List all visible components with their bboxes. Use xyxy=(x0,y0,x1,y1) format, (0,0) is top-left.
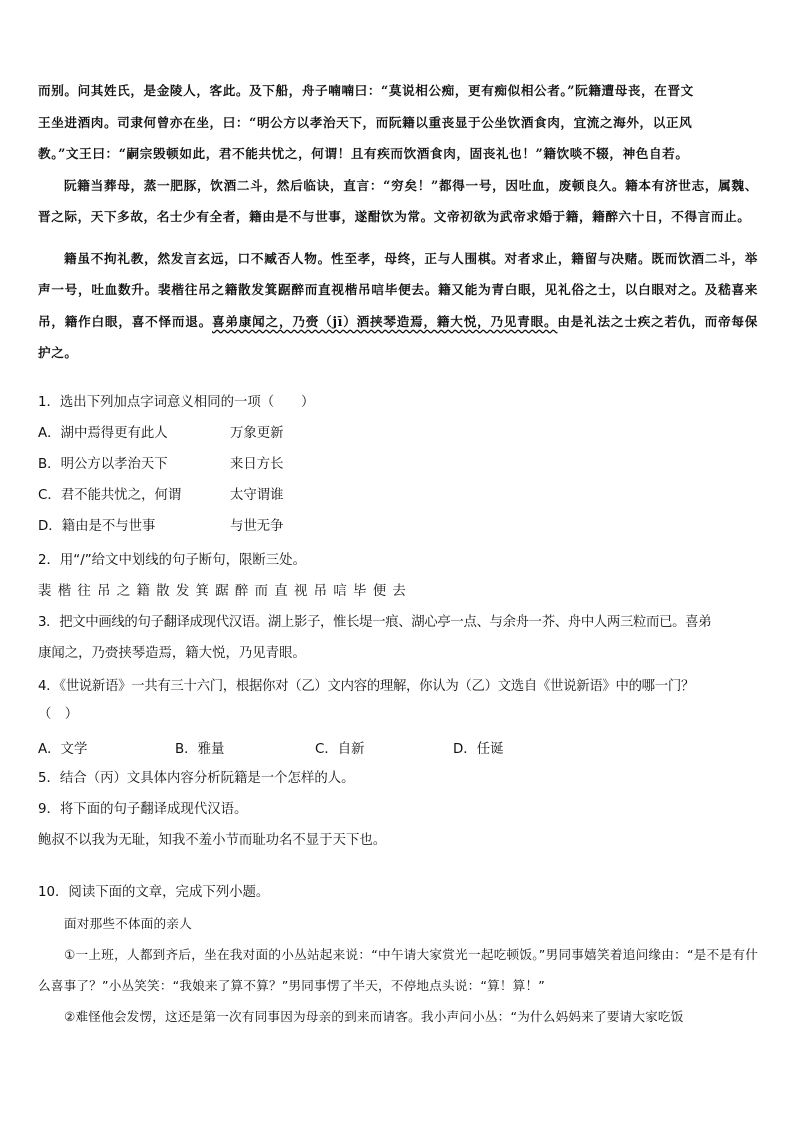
q1-option-b xyxy=(38,449,758,480)
passage-paragraph-3 xyxy=(38,243,758,369)
q1-option-a xyxy=(38,418,758,449)
underlined-sentence: 喜弟康闻之，乃赍（jī）酒挟琴造焉，籍大悦，乃见青眼。 xyxy=(212,313,558,329)
question-1 xyxy=(38,387,758,542)
option-text: D．籍由是不与世事 xyxy=(38,519,156,534)
passage-paragraph-2: 阮籍当葬母，蒸一肥豚，饮酒二斗，然后临诀，直言：“穷矣！”都得一号，因吐血，废顿良久。籍本有济世志，属魏、晋之际，天下多故，名士少有全者，籍由是不与世事，遂酣饮为常。文帝初欲为武帝求婚于籍，籍醉六十日，不得言而止。 xyxy=(38,177,758,224)
question-stem: 1．选出下列加点字词意义相同的一项（ ） xyxy=(38,395,315,410)
question-stem-line: 康闻之，乃赍挟琴造焉，籍大悦，乃见青眼。 xyxy=(38,646,306,661)
classical-passage xyxy=(38,75,758,369)
question-2 xyxy=(38,545,758,607)
option-pair: 与世无争 xyxy=(230,519,284,534)
question-stem: 10．阅读下面的文章，完成下列小题。 xyxy=(38,885,270,900)
article-paragraph-2: ②难怪他会发愣，这还是第一次有同事因为母亲的到来而请客。我小声问小丛：“为什么妈妈来了要请大家吃饭 xyxy=(64,1009,684,1024)
option-pair: 万象更新 xyxy=(230,426,284,441)
question-10 xyxy=(38,877,758,1032)
option-pair: 太守谓谁 xyxy=(230,488,284,503)
q1-option-d xyxy=(38,511,758,542)
answer-paren: （ ） xyxy=(38,707,79,722)
q1-option-c xyxy=(38,480,758,511)
passage-line: 而别。问其姓氏，是金陵人，客此。及下船，舟子喃喃曰：“莫说相公痴，更有痴似相公者。”阮籍遭母丧，在晋文 xyxy=(38,83,694,98)
passage-text: 籍虽不拘礼教，然发言玄远，口不臧否人物。性至孝，母终，正与人围棋。对者求止，籍留与决赌。既而饮酒二斗，举声一号，吐血数升。裴楷往吊之籍散发箕踞醉而直视楷吊唁毕便去。籍又能为青白眼，见礼俗之士，以白眼对之。及嵇喜来吊，籍作白眼，喜不怿而退。 xyxy=(38,250,758,329)
question-stem: 5．结合（丙）文具体内容分析阮籍是一个怎样的人。 xyxy=(38,771,355,786)
q4-option-d: D．任诞 xyxy=(453,742,504,757)
question-9 xyxy=(38,794,758,856)
passage-text: 由是礼法之士疾之若仇，而帝每保护之。 xyxy=(38,313,758,360)
passage-line: 王坐进酒肉。司隶何曾亦在坐，曰：“明公方以孝治天下，而阮籍以重丧显于公坐饮酒食肉，宜流之海外，以正风 xyxy=(38,114,693,130)
option-pair: 来日方长 xyxy=(230,457,284,472)
option-text: B．明公方以孝治天下 xyxy=(38,457,168,472)
question-3 xyxy=(38,607,758,669)
question-stem: 9．将下面的句子翻译成现代汉语。 xyxy=(38,802,248,817)
question-stem: 4．《世说新语》一共有三十六门，根据你对（乙）文内容的理解，你认为（乙）文选自《世说新语》中的哪一门？ xyxy=(38,679,695,694)
question-5 xyxy=(38,763,758,794)
article-paragraph-1: ①一上班，人都到齐后，坐在我对面的小丛站起来说：“中午请大家赏光一起吃顿饭。”男同事嬉笑着追问缘由：“是不是有什么喜事了？”小丛笑笑：“我娘来了算不算？”男同事愣了半天，不停地点头说：“算！算！” xyxy=(38,947,758,993)
question-4 xyxy=(38,671,758,765)
article-title: 面对那些不体面的亲人 xyxy=(64,916,192,931)
passage-line: 教。”文王曰：“嗣宗毁顿如此，君不能共忧之，何谓！且有疾而饮酒食肉，固丧礼也！”籍饮啖不辍，神色自若。 xyxy=(38,146,689,161)
option-text: A．湖中焉得更有此人 xyxy=(38,426,168,441)
q4-option-a: A．文学 xyxy=(38,742,88,757)
question-stem: 2．用“/”给文中划线的句子断句，限断三处。 xyxy=(38,553,306,568)
q4-option-c: C．自新 xyxy=(315,742,365,757)
q9-sentence: 鲍叔不以我为无耻，知我不羞小节而耻功名不显于天下也。 xyxy=(38,833,387,848)
passage-paragraph-1 xyxy=(38,75,758,170)
option-text: C．君不能共忧之，何谓 xyxy=(38,488,182,503)
q4-option-b: B．雅量 xyxy=(175,742,225,757)
q4-options xyxy=(38,734,758,765)
q2-sentence: 裴楷往吊之籍散发箕踞醉而直视吊唁毕便去 xyxy=(38,584,413,599)
question-stem-line: 3．把文中画线的句子翻译成现代汉语。湖上影子，惟长堤一痕、湖心亭一点、与余舟一芥、舟中人两三粒而已。喜弟 xyxy=(38,615,712,630)
